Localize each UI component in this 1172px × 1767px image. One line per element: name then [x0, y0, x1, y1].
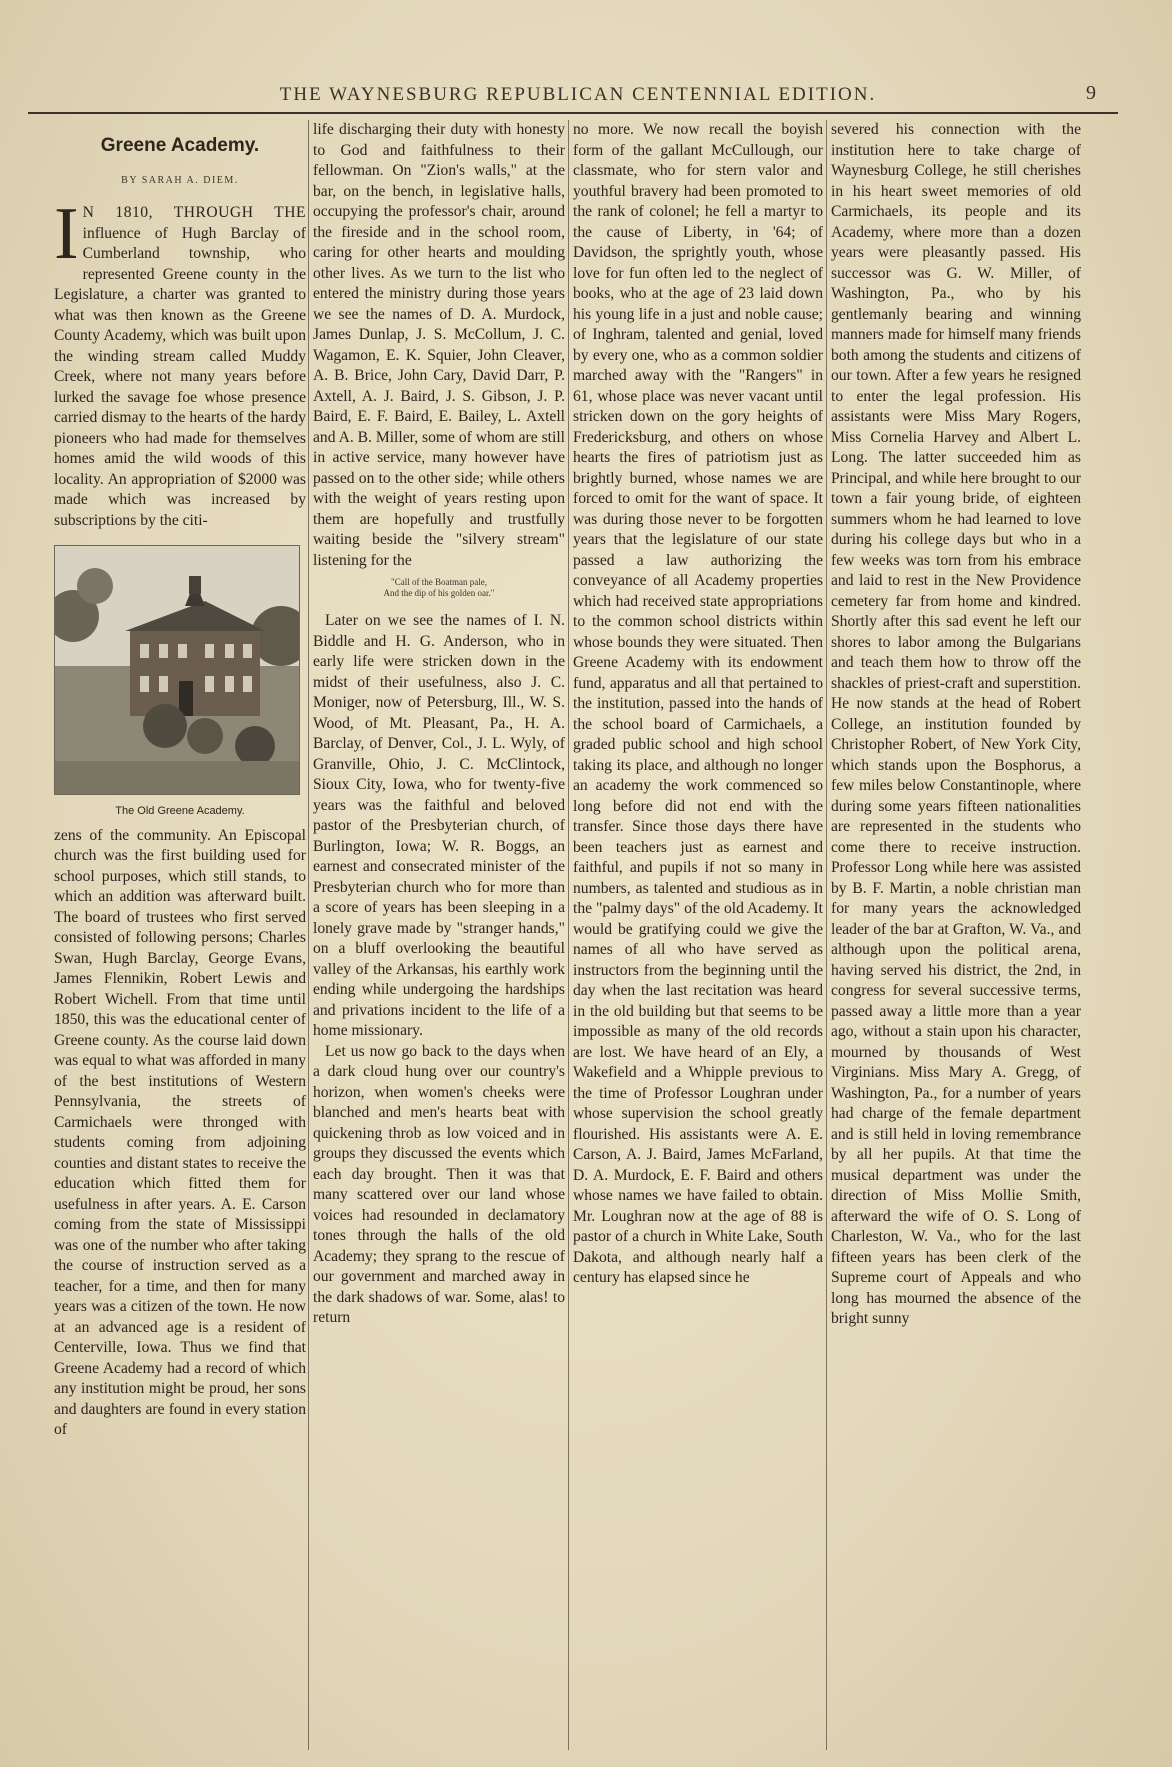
- article-title: Greene Academy.: [100, 135, 260, 156]
- paragraph: life discharging their duty with honesty to God and faithfulness to their fellowman. On "Zion's walls," at the bar, on the bench, in legislative halls, occupying the professor's chair, around the fireside and in the school room, caring for other hearts and moulding other lives. As we turn to the list who entered the ministry during those years we see the names of D. A. Murdock, James Dunlap, J. S. McCollum, J. C. Wagamon, E. K. Squier, John Cleaver, A. B. Brice, John Cary, David Darr, P. Axtell, A. J. Baird, J. S. Gibson, J. P. Baird, E. F. Baird, E. Bailey, L. Axtell and A. B. Miller, some of whom are still in active service, many however have passed on to the other side; while others with the weight of years resting upon them are hopefully and trustfully waiting beside the "silvery stream" listening for the: [313, 121, 565, 569]
- column-2: [313, 120, 565, 1750]
- page-number: 9: [1086, 82, 1096, 104]
- lead-caps: N 1810, THROUGH THE: [82, 204, 306, 221]
- column-1: [54, 120, 306, 1750]
- header-rule: [28, 112, 1118, 114]
- column-3: [573, 120, 823, 1750]
- academy-building-image: [55, 546, 299, 794]
- column-divider: [826, 120, 827, 1750]
- lead-paragraph: [54, 193, 306, 531]
- column-4: [831, 120, 1081, 1750]
- poem-quote: [313, 577, 565, 599]
- quote-line: And the dip of his golden oar.": [383, 588, 495, 598]
- quote-line: "Call of the Boatman pale,: [391, 577, 487, 587]
- paragraph-text: influence of Hugh Barclay of Cumberland township, who represented Greene county in the Legislature, a charter was granted to what was then known as the Greene County Academy, which was built upon the winding stream called Muddy Creek, where not many years before lurked the savage foe whose presence carried dismay to the hearts of the hardy pioneers who had made for themselves homes amid the wild woods of this locality. An appropriation of $2000 was made which was increased by subscriptions by the citi-: [54, 224, 306, 529]
- running-title: THE WAYNESBURG REPUBLICAN CENTENNIAL EDITION.: [279, 84, 877, 105]
- paragraph: Later on we see the names of I. N. Biddle and H. G. Anderson, who in early life were stricken down in the midst of their usefulness, also J. C. Moniger, now of Petersburg, Ill., W. S. Wood, of Mt. Pleasant, Pa., H. A. Barclay, of Denver, Col., J. L. Wyly, of Granville, Ohio, J. C. McClintock, Sioux City, Iowa, who for twenty-five years was the faithful and beloved pastor of the Presbyterian church, of Burlington, Iowa; W. R. Boggs, an earnest and consecrated minister of the Presbyterian church who for more than a score of years has been sleeping in a lonely grave made by "stranger hands," on a bluff overlooking the beautiful valley of the Arkansas, his earthly work ending while undergoing the hardships and privations incident to the life of a home missionary.: [313, 612, 565, 1039]
- column-divider: [308, 120, 309, 1750]
- photo-caption: The Old Greene Academy.: [115, 805, 245, 817]
- academy-photo: [54, 545, 300, 795]
- drop-cap: I: [54, 193, 79, 275]
- paragraph: no more. We now recall the boyish form of the gallant McCullough, our classmate, who for stern valor and youthful bravery had been promoted to the rank of colonel; he fell a martyr to the cause of Liberty, in '64; of Davidson, the sprightly youth, whose love for fun often led to the neglect of books, who at the age of 23 laid down his young life in a just and noble cause; of Inghram, talented and genial, loved by every one, who as a common soldier marched away with the "Rangers" in 61, whose place was never vacant until stricken down on the gory heights of Fredericksburg, and others on whose hearts the fires of patriotism just as brightly burned, whose names we are forced to omit for the want of space. It was during those never to be forgotten years that the legislature of our state passed a law authorizing the conveyance of all Academy properties which had received state appropriations to the common school districts within whose bounds they were situated. Then Greene Academy with its endowment fund, apparatus and all that pertained to the institution, passed into the hands of the school board of Carmichaels, a graded public school and high school taking its place, and although no longer an academy the work commenced so long before did not end with the transfer. Since those days there have been teachers just as earnest and faithful, and pupils if not so many in numbers, as talented and studious as in the "palmy days" of the old Academy. It would be gratifying could we give the names of all who have served as instructors from the beginning until the day when the last recitation was heard in the old building but that seems to be impossible as many of the old records are lost. We have heard of an Ely, a Wakefield and a Whipple previous to the time of Professor Loughran under whose supervision the school greatly flourished. His assistants were A. E. Carson, A. J. Baird, James McFarland, D. A. Murdock, E. F. Baird and others whose names we have failed to obtain. Mr. Loughran now at the age of 88 is pastor of a church in White Lake, South Dakota, and although nearly half a century has elapsed since he: [573, 121, 823, 1286]
- article-byline: BY SARAH A. DIEM.: [121, 174, 239, 186]
- paragraph: zens of the community. An Episcopal church was the first building used for school purposes, which still stands, to which an addition was afterward built. The board of trustees who first served consisted of following persons; Charles Swan, Hugh Barclay, George Evans, James Flennikin, Robert Lewis and Robert Wichell. From that time until 1850, this was the educational center of Greene county. As the course laid down was equal to what was afforded in many of the best institutions of Western Pennsylvania, the streets of Carmichaels were thronged with students coming from adjoining counties and distant states to receive the education which fitted them for usefulness in after years. A. E. Carson coming from the state of Mississippi was one of the number who after taking the course of instruction served as a teacher, for a time, and then for many years was a citizen of the town. He now at an advanced age is a resident of Centerville, Iowa. Thus we find that Greene Academy had a record of which any institution might be proud, her sons and daughters are found in every station of: [54, 826, 306, 1438]
- column-divider: [568, 120, 569, 1750]
- paragraph: Let us now go back to the days when a dark cloud hung over our country's horizon, when women's cheeks were blanched and men's hearts beat with quickening throb as low voiced and in groups they discussed the events which each day brought. Then it was that many scattered over our land whose voices had resounded in declamatory tones through the halls of the old Academy; they sprang to the rescue of our government and marched away in the dark shadows of war. Some, alas! to return: [313, 1042, 565, 1326]
- paragraph: severed his connection with the institution here to take charge of Waynesburg College, he still cherishes in his heart sweet memories of old Carmichaels, its people and its Academy, where more than a dozen years were pleasantly passed. His successor was G. W. Miller, of Washington, Pa., who by his gentlemanly bearing and winning manners made for himself many friends both among the students and citizens of our town. After a few years he resigned to enter the legal profession. His assistants were Miss Mary Rogers, Miss Cornelia Harvey and Albert L. Long. The latter succeeded him as Principal, and while here brought to our town a fair young bride, of eighteen summers whom he had learned to love during his college days but who in a few weeks was torn from his embrace and laid to rest in the New Providence cemetery far from home and kindred. Shortly after this sad event he left our shores to labor among the Bulgarians and teach them how to throw off the shackles of priest-craft and superstition. He now stands at the head of Robert College, an institution founded by Christopher Robert, of New York City, which stands upon the Bosphorus, a few miles below Constantinople, where during some years fifteen nationalities are represented in the students who come there to receive instruction. Professor Long while here was assisted by B. F. Martin, a noble christian man for many years the acknowledged leader of the bar at Grafton, W. Va., and although upon the political arena, having served his district, the 2nd, in congress for several successive terms, passed away a little more than a year ago, without a stain upon his character, mourned by thousands of West Virginians. Miss Mary A. Gregg, of Washington, Pa., for a number of years had charge of the female department and is still held in loving remembrance by all her pupils. At that time the musical department was under the direction of Miss Mollie Smith, afterward the wife of O. S. Long of Charleston, W. Va., who for the last fifteen years has been clerk of the Supreme court of Appeals and who long has mourned the absence of the bright sunny: [831, 121, 1081, 1327]
